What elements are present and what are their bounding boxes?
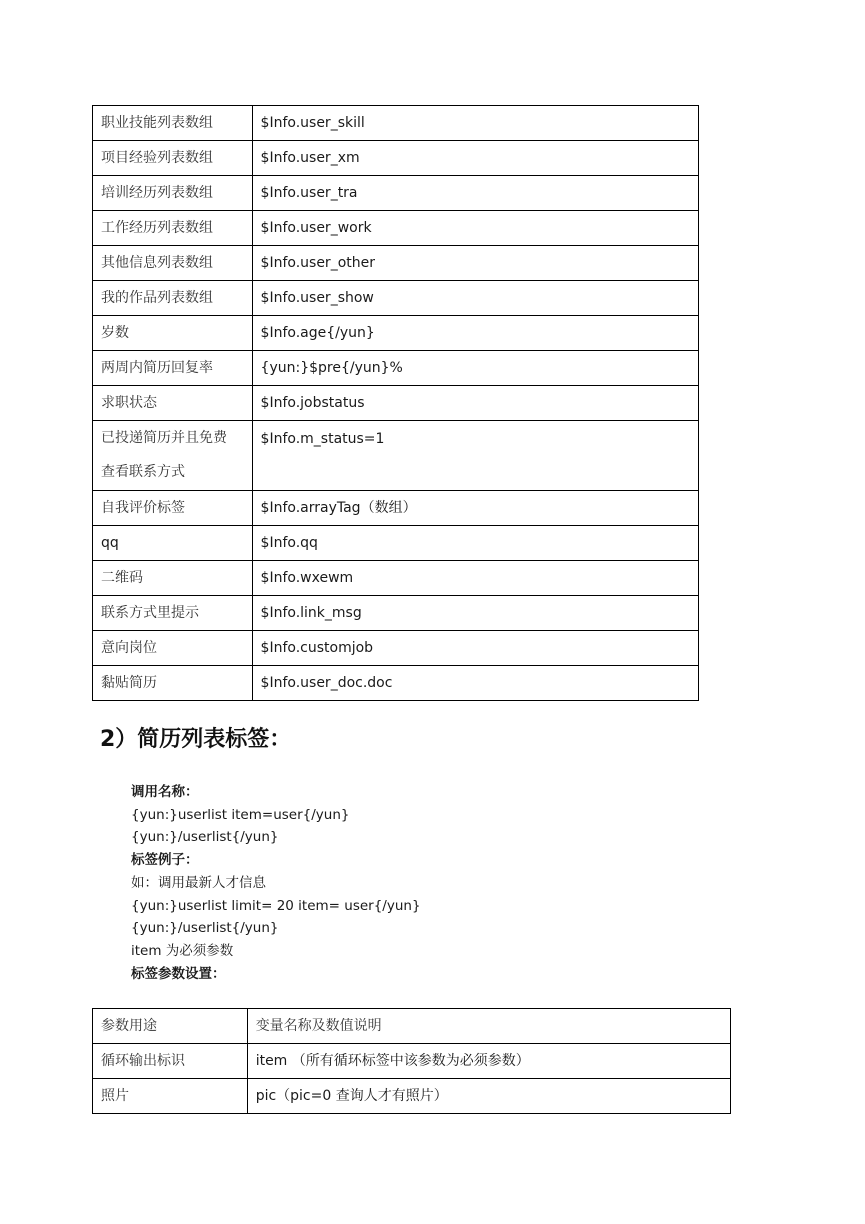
row-label: 项目经验列表数组 [93,141,253,176]
section-heading: 2）简历列表标签： [100,727,292,752]
table-row [93,316,699,351]
row-label-line: 已投递简历并且免费 [101,430,227,446]
param-label: 循环输出标识 [93,1044,248,1079]
row-label: 联系方式里提示 [93,596,253,631]
table-row [93,386,699,421]
table-row [93,211,699,246]
row-value: $Info.user_skill [252,106,698,141]
param-value [247,1044,730,1079]
table-row [93,561,699,596]
row-value: $Info.m_status=1 [252,421,698,491]
call-name-title: 调用名称： [131,784,199,800]
row-value: $Info.qq [252,526,698,561]
code-line: {yun:}userlist item=user{/yun} [131,806,350,823]
row-value: $Info.user_other [252,246,698,281]
tag-parameter-table [92,1008,731,1114]
row-value: $Info.user_doc.doc [252,666,698,701]
row-value: $Info.jobstatus [252,386,698,421]
row-value: $Info.wxewm [252,561,698,596]
row-label [93,421,253,491]
row-label: 自我评价标签 [93,491,253,526]
table-row [93,141,699,176]
param-label: 照片 [93,1079,248,1114]
row-value: $Info.user_xm [252,141,698,176]
table-row [93,351,699,386]
template-variable-table [92,105,699,701]
param-value-text: （所有循环标签中该参数为必须参数） [287,1053,530,1069]
table-row [93,666,699,701]
params-title: 标签参数设置： [131,965,226,982]
row-label: 培训经历列表数组 [93,176,253,211]
table-row [93,281,699,316]
param-value: 变量名称及数值说明 [247,1009,730,1044]
table-row [93,526,699,561]
table-row [93,421,699,491]
table-row [93,1009,731,1044]
row-value: $Info.user_work [252,211,698,246]
param-value [247,1079,730,1114]
table-row [93,106,699,141]
row-value: $Info.user_tra [252,176,698,211]
row-label: 两周内简历回复率 [93,351,253,386]
tag-description-block [131,781,421,985]
table-row [93,596,699,631]
table-row [93,1044,731,1079]
row-value: $Info.age{/yun} [252,316,698,351]
table-row [93,491,699,526]
table-row [93,631,699,666]
row-value: $Info.user_show [252,281,698,316]
param-value-code: pic（pic=0 [255,1088,332,1104]
row-label: 我的作品列表数组 [93,281,253,316]
row-label-line: 查看联系方式 [101,464,185,480]
example-description: 如：调用最新人才信息 [131,874,266,891]
code-line: {yun:}userlist limit= 20 item= user{/yun} [131,897,421,914]
param-label: 参数用途 [93,1009,248,1044]
row-label: 二维码 [93,561,253,596]
code-line: {yun:}/userlist{/yun} [131,920,279,937]
param-value-text: 查询人才有照片） [331,1088,448,1104]
row-label: 其他信息列表数组 [93,246,253,281]
row-label: qq [93,526,253,561]
param-value-code: item [255,1053,288,1069]
row-value: $Info.arrayTag（数组） [252,491,698,526]
item-note-text: 为必须参数 [161,942,234,959]
row-label: 职业技能列表数组 [93,106,253,141]
row-label: 黏贴简历 [93,666,253,701]
table-row [93,1079,731,1114]
row-label: 求职状态 [93,386,253,421]
example-title: 标签例子： [131,852,199,869]
row-label: 工作经历列表数组 [93,211,253,246]
item-note-code: item [131,942,162,959]
row-label: 岁数 [93,316,253,351]
row-label: 意向岗位 [93,631,253,666]
row-value: $Info.link_msg [252,596,698,631]
code-line: {yun:}/userlist{/yun} [131,829,279,846]
row-value: {yun:}$pre{/yun}% [252,351,698,386]
table-row [93,176,699,211]
item-note [131,940,421,963]
table-row [93,246,699,281]
row-value: $Info.customjob [252,631,698,666]
